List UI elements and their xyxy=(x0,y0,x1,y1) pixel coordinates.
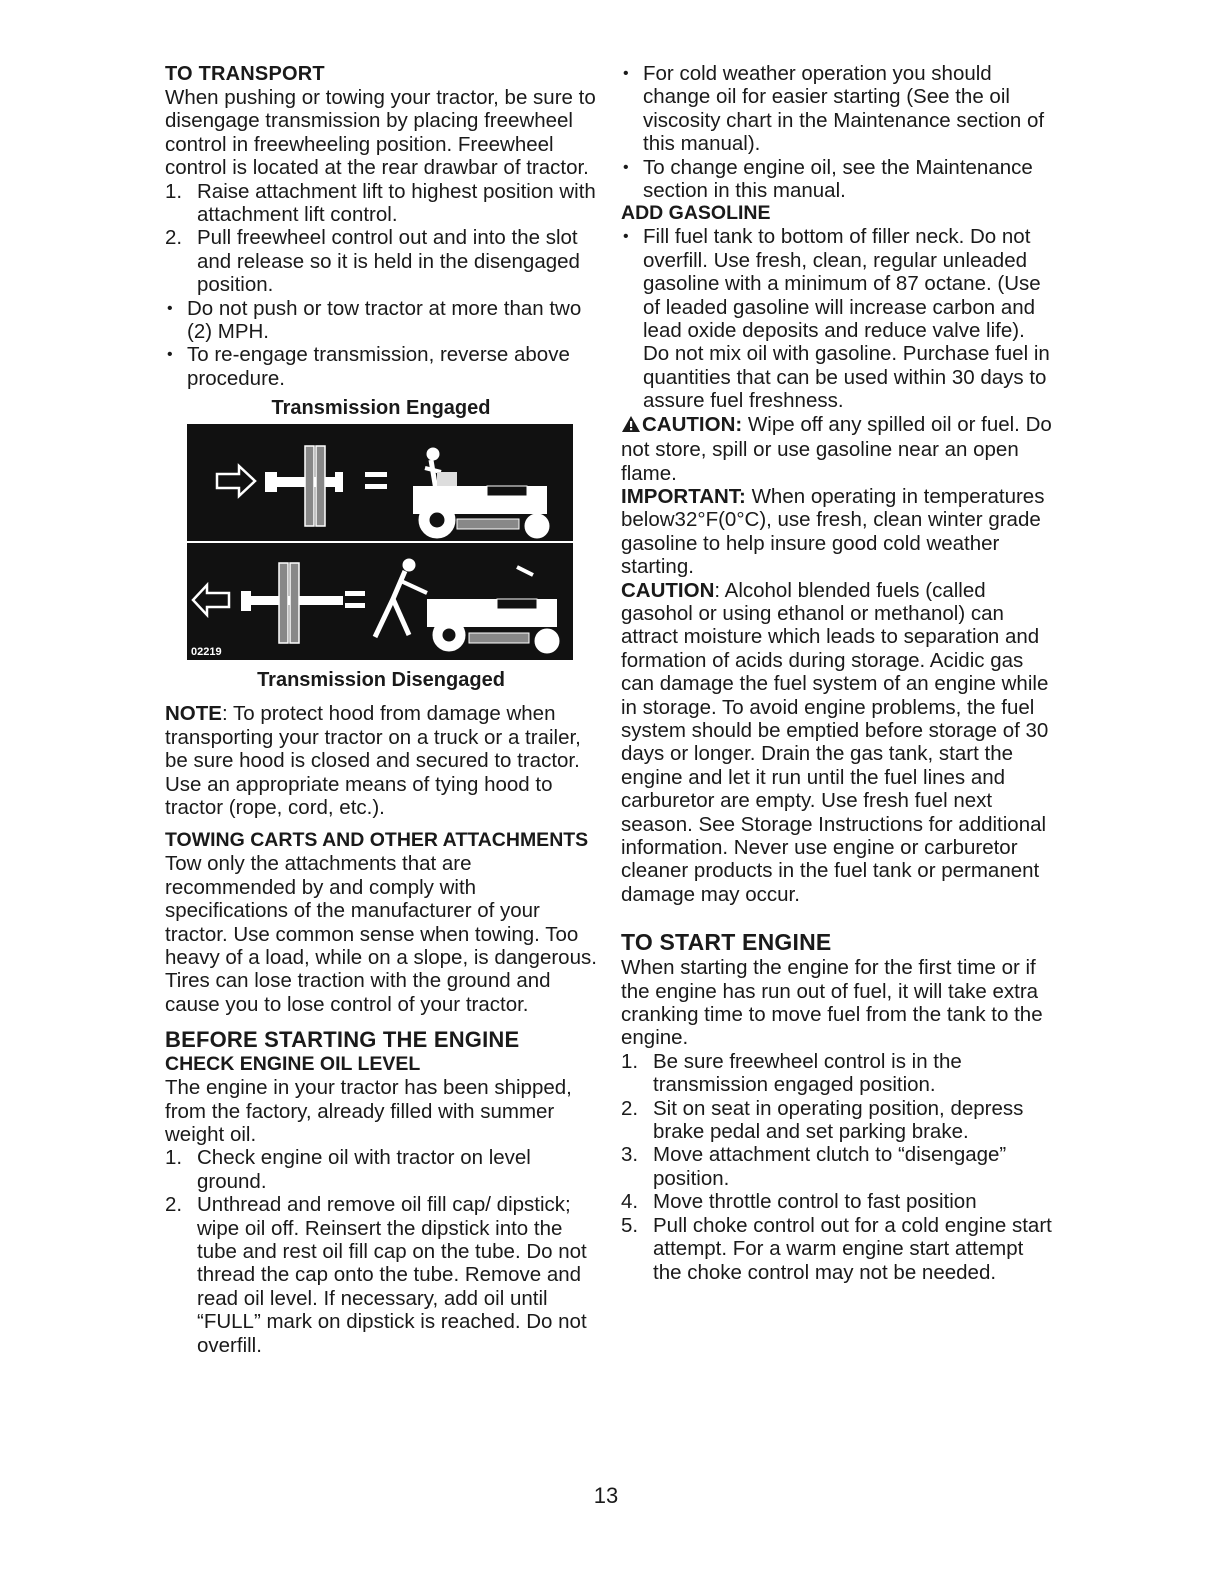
list-item: • Fill fuel tank to bottom of filler neck. Do not overfill. Use fresh, clean, regular unleaded gasoline with a minimum of 87 octane. (Use of leaded gasoline will increase carbon and lead oxide deposits and reduce valve life). Do not mix oil with gasoline. Purchase fuel in quantities that can be used within 30 days to assure fuel freshness. xyxy=(623,225,1050,413)
bullet-icon: • xyxy=(623,228,629,246)
disengaged-illustration xyxy=(187,543,573,660)
list-item: 5. Pull choke control out for a cold engine start attempt. For a warm engine start attempt the choke control may not be needed. xyxy=(621,1213,1052,1284)
left-column xyxy=(165,62,597,1357)
before-starting-heading: BEFORE STARTING THE ENGINE xyxy=(165,1027,520,1053)
caution-alcohol-paragraph: CAUTION: Alcohol blended fuels (called gasohol or using ethanol or methanol) can attract moisture which leads to separation and formation of acids during storage. Acidic gas can damage the fuel system of an engine while in storage. To avoid engine problems, the fuel system should be emptied before storage of 30 days or longer. Drain the gas tank, start the engine and let it run until the fuel lines and carburetor are empty. Use fresh fuel next season. See Storage Instructions for additional information. Never use engine or carburetor cleaner products in the fuel tank or permanent damage may occur. xyxy=(621,578,1049,906)
engaged-illustration xyxy=(187,424,573,541)
figure-caption-engaged: Transmission Engaged xyxy=(271,397,491,420)
towing-paragraph: Tow only the attachments that are recommended by and comply with specifications of the manufacturer of your tractor. Use common sense when towing. Too heavy of a load, while on a slope, is dangerous. Tires can lose traction with the ground and cause you to lose control of your tractor. xyxy=(165,852,597,1016)
transport-intro: When pushing or towing your tractor, be sure to disengage transmission by placing freewheel control in freewheeling position. Freewheel control is located at the rear drawbar of tractor. xyxy=(165,86,596,180)
important-label: IMPORTANT: xyxy=(621,484,746,508)
add-gasoline-heading: ADD GASOLINE xyxy=(621,202,771,225)
start-engine-intro: When starting the engine for the first time or if the engine has run out of fuel, it will take extra cranking time to move fuel from the tank to the engine. xyxy=(621,956,1043,1050)
equals-icon xyxy=(345,591,365,608)
note-paragraph: NOTE: To protect hood from damage when transporting your tractor on a truck or a trailer, be sure hood is closed and secured to tractor. Use an appropriate means of tying hood to tractor (rope, cord, etc.). xyxy=(165,702,581,819)
warning-triangle-icon xyxy=(621,415,641,438)
shaft-disengaged-icon xyxy=(241,563,343,643)
check-oil-heading: CHECK ENGINE OIL LEVEL xyxy=(165,1053,421,1076)
arrow-right-icon xyxy=(217,466,255,496)
bullet-icon: • xyxy=(623,158,629,176)
list-item: 4. Move throttle control to fast position xyxy=(621,1190,977,1214)
figure-caption-disengaged: Transmission Disengaged xyxy=(257,669,505,692)
caution-label: CAUTION xyxy=(621,578,715,602)
note-label: NOTE xyxy=(165,702,222,726)
oil-bullets xyxy=(621,62,1053,202)
list-item: 3. Move attachment clutch to “disengage” position. xyxy=(621,1143,1007,1190)
list-item: • Do not push or tow tractor at more than two (2) MPH. xyxy=(167,296,582,344)
bullet-icon: • xyxy=(623,65,629,82)
list-item: 2. Unthread and remove oil fill cap/ dipstick; wipe oil off. Reinsert the dipstick into the tube and rest oil fill cap on the tube. Do not thread the cap onto the tube. Remove and read oil level. If necessary, add oil until “FULL” mark on dipstick is reached. Do not overfill. xyxy=(165,1193,587,1357)
start-engine-steps xyxy=(621,1050,1053,1284)
engaged-panel xyxy=(187,424,573,543)
list-item: 1. Raise attachment lift to highest position with attachment lift control. xyxy=(165,179,596,227)
caution-paragraph: CAUTION: Wipe off any spilled oil or fuel. Do not store, spill or use gasoline near an open flame. xyxy=(621,412,1052,485)
transmission-figure xyxy=(187,424,573,662)
transport-bullets xyxy=(165,297,597,391)
bullet-icon: • xyxy=(167,346,173,364)
gasoline-bullets xyxy=(621,225,1053,412)
figure-id: 02219 xyxy=(191,646,222,659)
transport-steps xyxy=(165,180,597,297)
equals-icon xyxy=(365,472,387,489)
list-item: • To re-engage transmission, reverse above procedure. xyxy=(167,343,570,390)
right-column xyxy=(621,62,1053,1284)
check-oil-steps xyxy=(165,1146,597,1357)
list-item: 1. Be sure freewheel control is in the transmission engaged position. xyxy=(621,1049,962,1097)
list-item: 2. Pull freewheel control out and into the slot and release so it is held in the disengaged position. xyxy=(165,226,580,297)
arrow-left-icon xyxy=(193,585,229,615)
person-pushing-tractor-icon xyxy=(375,559,559,653)
towing-heading: TOWING CARTS AND OTHER ATTACHMENTS xyxy=(165,829,589,852)
disengaged-panel xyxy=(187,543,573,662)
list-item: • To change engine oil, see the Maintenance section in this manual. xyxy=(623,155,1033,203)
list-item: • For cold weather operation you should change oil for easier starting (See the oil viscosity chart in the Maintenance section of this manual). xyxy=(623,62,1045,156)
list-item: 2. Sit on seat in operating position, depress brake pedal and set parking brake. xyxy=(621,1096,1024,1144)
list-item: 1. Check engine oil with tractor on level ground. xyxy=(165,1146,531,1193)
page-number: 13 xyxy=(593,1483,619,1508)
caution-label: CAUTION: xyxy=(642,412,743,436)
bullet-icon: • xyxy=(167,299,173,317)
important-paragraph: IMPORTANT: When operating in temperatures below32°F(0°C), use fresh, clean winter grade gasoline to help insure good cold weather starting. xyxy=(621,484,1045,579)
tractor-rider-icon xyxy=(413,448,549,538)
check-oil-intro: The engine in your tractor has been shipped, from the factory, already filled with summer weight oil. xyxy=(165,1076,572,1146)
start-engine-heading: TO START ENGINE xyxy=(621,929,832,956)
transport-heading: TO TRANSPORT xyxy=(165,63,325,85)
shaft-engaged-icon xyxy=(265,446,343,526)
